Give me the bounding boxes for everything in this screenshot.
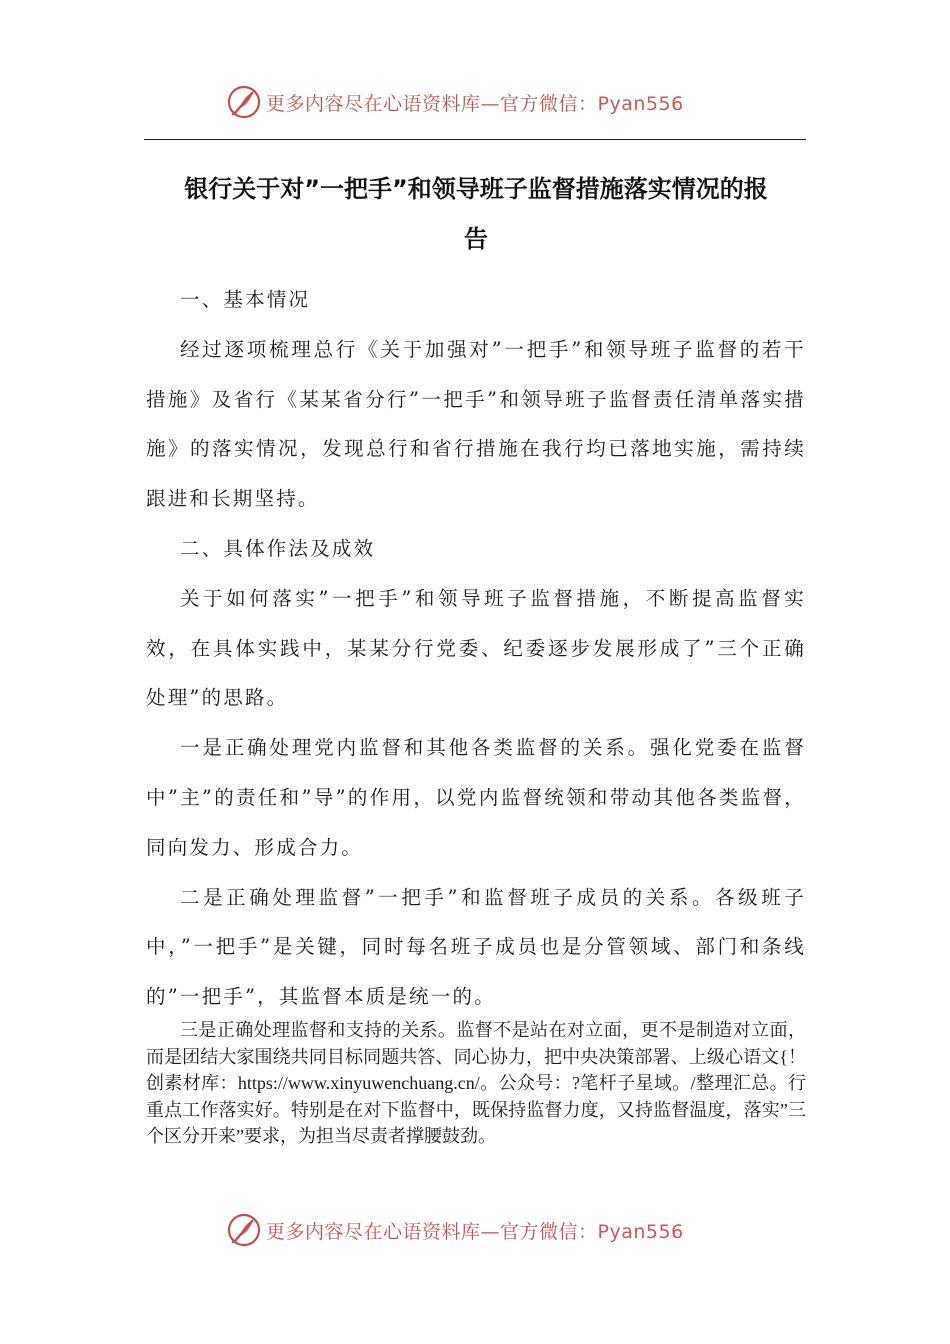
footer-brand: Pyan556 (597, 1221, 684, 1243)
paragraph: 关于如何落实”一把手”和领导班子监督措施，不断提高监督实效，在具体实践中，某某分行党委、纪委逐步发展形成了”三个正确处理”的思路。 (146, 586, 806, 710)
paragraph: 经过逐项梳理总行《关于加强对”一把手”和领导班子监督的若干措施》及省行《某某省分行”一把手”和领导班子监督责任清单落实措施》的落实情况，发现总行和省行措施在我行均已落地实施，需持续跟进和长期坚持。 (146, 337, 806, 511)
paragraph: 二是正确处理监督”一把手”和监督班子成员的关系。各级班子中，”一把手”是关键，同时每名班子成员也是分管领域、部门和条线的”一把手”，其监督本质是统一的。 (146, 885, 806, 1009)
paragraph: 一是正确处理党内监督和其他各类监督的关系。强化党委在监督中”主”的责任和”导”的作用，以党内监督统领和带动其他各类监督，同向发力、形成合力。 (146, 736, 806, 859)
quill-pen-circle-icon (226, 84, 262, 120)
footer-text: 更多内容尽在心语资料库—官方微信：Pyan556 (266, 1221, 684, 1243)
title-line-2: 告 (464, 225, 488, 253)
document-body (146, 275, 806, 1022)
page-header (0, 82, 950, 122)
quill-pen-circle-icon (226, 1212, 262, 1248)
header-brand: Pyan556 (597, 93, 684, 115)
section-heading-1: 一、基本情况 (180, 288, 311, 311)
page-footer (0, 1210, 950, 1250)
paragraph-tail: 三是正确处理监督和支持的关系。监督不是站在对立面，更不是制造对立面，而是团结大家围绕共同目标同题共答、同心协力，把中央决策部署、上级心语文{！创素材库：https://www.xinyuwenchuang.cn/。公众号：?笔杆子星域。/整理汇总。行重点工作落实好。特别是在对下监督中，既保持监督力度，又持监督温度，落实”三个区分开来”要求，为担当尽责者撑腰鼓劲。 (146, 1020, 806, 1146)
document-title (150, 164, 802, 264)
section-heading-2: 二、具体作法及成效 (180, 536, 376, 560)
title-line-1: 银行关于对”一把手”和领导班子监督措施落实情况的报 (184, 175, 768, 203)
header-divider (144, 139, 806, 140)
header-text: 更多内容尽在心语资料库—官方微信：Pyan556 (266, 93, 684, 115)
